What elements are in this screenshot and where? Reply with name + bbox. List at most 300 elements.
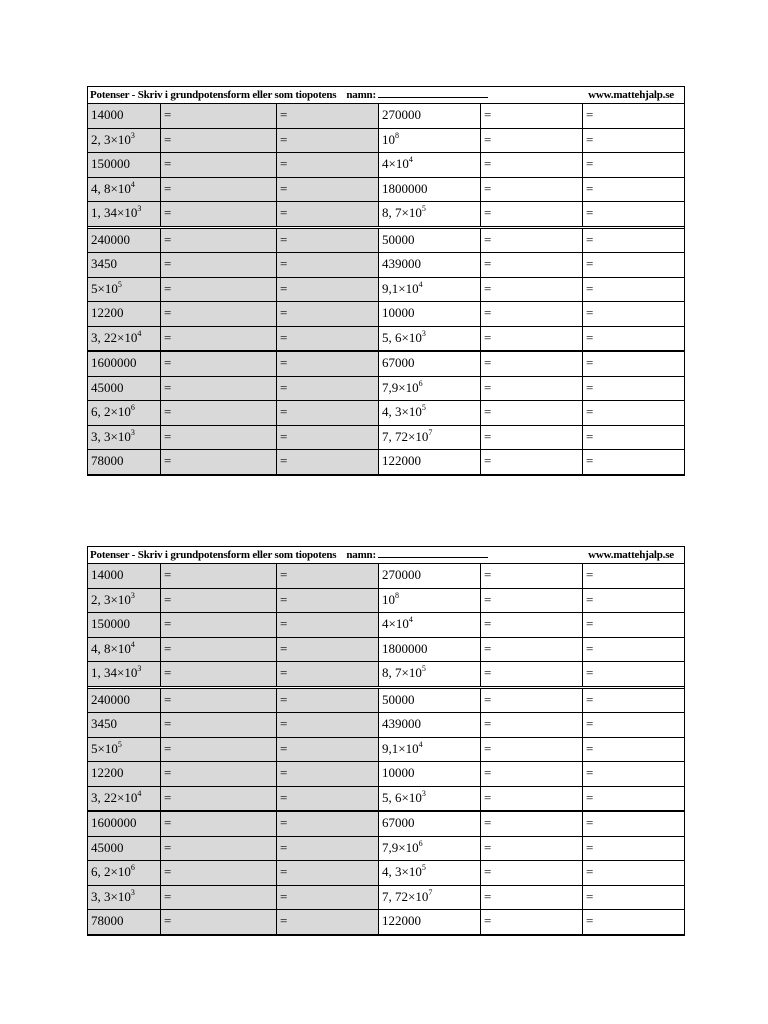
answer-cell[interactable] [481, 662, 583, 686]
left-value-cell [88, 613, 161, 637]
answer-cell[interactable] [583, 327, 684, 351]
answer-cell[interactable] [583, 861, 684, 885]
answer-cell[interactable] [583, 129, 684, 153]
right-value-base: 9,1×10 [382, 280, 419, 296]
left-value-base: 45000 [91, 379, 124, 395]
equals-sign: = [280, 180, 288, 196]
answer-cell[interactable] [481, 689, 583, 713]
right-value-exponent: 4 [418, 739, 423, 749]
answer-cell[interactable] [277, 589, 379, 613]
answer-cell[interactable] [277, 129, 379, 153]
right-value-base: 270000 [382, 107, 421, 122]
answer-cell[interactable] [161, 613, 277, 637]
answer-cell[interactable] [481, 202, 583, 226]
right-value-base: 122000 [382, 913, 421, 928]
answer-cell[interactable] [481, 302, 583, 326]
equals-sign: = [586, 789, 594, 805]
answer-cell[interactable] [583, 738, 684, 762]
right-value-cell [379, 662, 481, 686]
equals-sign: = [586, 404, 594, 419]
answer-cell[interactable] [583, 886, 684, 910]
exercise-row [88, 737, 684, 762]
equals-sign: = [280, 591, 288, 607]
right-value-base: 4, 3×10 [382, 404, 422, 419]
answer-cell[interactable] [161, 662, 277, 686]
left-value-exponent: 6 [130, 403, 135, 412]
answer-cell[interactable] [161, 104, 277, 128]
right-value-base: 67000 [382, 815, 415, 830]
name-label: namn: [346, 549, 376, 561]
equals-sign: = [484, 453, 492, 468]
right-value-cell [379, 104, 481, 128]
left-value-base: 2, 3×10 [91, 131, 131, 147]
answer-cell[interactable] [161, 738, 277, 762]
answer-cell[interactable] [481, 401, 583, 425]
exercise-row [88, 152, 684, 177]
answer-cell[interactable] [277, 638, 379, 662]
left-value-base: 6, 2×10 [91, 864, 131, 879]
right-value-base: 9,1×10 [382, 740, 419, 756]
answer-cell[interactable] [277, 104, 379, 128]
equals-sign: = [280, 280, 288, 296]
exercise-row [88, 201, 684, 226]
left-value-base: 1, 34×10 [91, 665, 138, 680]
answer-cell[interactable] [583, 713, 684, 737]
answer-cell[interactable] [583, 377, 684, 401]
answer-cell[interactable] [481, 589, 583, 613]
equals-sign: = [280, 453, 288, 468]
equals-sign: = [484, 567, 492, 582]
worksheet-header [88, 547, 684, 564]
answer-cell[interactable] [583, 426, 684, 450]
answer-cell[interactable] [277, 910, 379, 934]
equals-sign: = [586, 453, 594, 468]
left-value-cell [88, 662, 161, 686]
right-value-cell [379, 812, 481, 836]
left-value-cell [88, 278, 161, 302]
equals-sign: = [280, 567, 288, 582]
answer-cell[interactable] [481, 910, 583, 934]
equals-sign: = [586, 379, 594, 395]
answer-cell[interactable] [277, 812, 379, 836]
right-value-base: 439000 [382, 256, 421, 271]
left-value-base: 3, 3×10 [91, 428, 131, 444]
exercise-row [88, 812, 684, 836]
right-value-cell [379, 886, 481, 910]
right-value-base: 10 [382, 131, 395, 147]
exercise-row [88, 885, 684, 910]
equals-sign: = [484, 665, 492, 680]
left-value-cell [88, 450, 161, 474]
answer-cell[interactable] [161, 713, 277, 737]
equals-sign: = [280, 404, 288, 419]
answer-cell[interactable] [277, 662, 379, 686]
right-value-base: 4, 3×10 [382, 864, 422, 879]
answer-cell[interactable] [277, 613, 379, 637]
equals-sign: = [484, 716, 492, 731]
worksheet-header [88, 87, 684, 104]
equals-sign: = [280, 107, 288, 122]
equals-sign: = [280, 329, 288, 345]
answer-cell[interactable] [277, 738, 379, 762]
answer-cell[interactable] [481, 738, 583, 762]
answer-cell[interactable] [481, 178, 583, 202]
equals-sign: = [280, 913, 288, 928]
left-value-base: 45000 [91, 839, 124, 855]
right-value-base: 10 [382, 591, 395, 607]
answer-cell[interactable] [583, 662, 684, 686]
equals-sign: = [164, 640, 172, 656]
answer-cell[interactable] [583, 278, 684, 302]
answer-cell[interactable] [277, 229, 379, 253]
equals-sign: = [586, 913, 594, 928]
answer-cell[interactable] [481, 129, 583, 153]
exercise-row [88, 637, 684, 662]
left-value-base: 150000 [91, 616, 130, 631]
equals-sign: = [586, 765, 594, 780]
exercise-row [88, 326, 684, 351]
left-value-base: 4, 8×10 [91, 180, 131, 196]
left-value-cell [88, 377, 161, 401]
left-value-exponent: 6 [130, 863, 135, 872]
equals-sign: = [586, 640, 594, 656]
right-value-base: 270000 [382, 567, 421, 582]
right-value-cell [379, 377, 481, 401]
answer-cell[interactable] [481, 253, 583, 277]
equals-sign: = [586, 305, 594, 320]
equals-sign: = [164, 665, 172, 680]
exercise-row [88, 860, 684, 885]
exercise-group [88, 229, 684, 353]
left-value-exponent: 3 [130, 130, 135, 140]
equals-sign: = [164, 156, 172, 171]
left-value-base: 1600000 [91, 355, 137, 370]
equals-sign: = [586, 107, 594, 122]
left-value-cell [88, 689, 161, 713]
answer-cell[interactable] [583, 613, 684, 637]
left-value-exponent: 4 [130, 639, 135, 649]
answer-cell[interactable] [583, 689, 684, 713]
exercise-row [88, 689, 684, 713]
left-value-exponent: 3 [137, 664, 142, 673]
answer-cell[interactable] [583, 762, 684, 786]
right-value-exponent: 4 [408, 615, 413, 624]
exercise-group [88, 812, 684, 934]
answer-cell[interactable] [277, 886, 379, 910]
left-value-cell [88, 564, 161, 588]
left-value-exponent: 3 [130, 427, 135, 437]
equals-sign: = [280, 131, 288, 147]
right-value-cell [379, 450, 481, 474]
exercise-row [88, 400, 684, 425]
right-value-cell [379, 229, 481, 253]
equals-sign: = [164, 789, 172, 805]
answer-cell[interactable] [481, 812, 583, 836]
name-input-line[interactable] [378, 87, 488, 98]
equals-sign: = [164, 716, 172, 731]
answer-cell[interactable] [583, 202, 684, 226]
answer-cell[interactable] [481, 229, 583, 253]
answer-cell[interactable] [277, 153, 379, 177]
answer-cell[interactable] [161, 401, 277, 425]
equals-sign: = [164, 453, 172, 468]
exercise-row [88, 177, 684, 202]
answer-cell[interactable] [161, 837, 277, 861]
left-value-base: 4, 8×10 [91, 640, 131, 656]
right-value-base: 50000 [382, 691, 415, 707]
left-value-cell [88, 327, 161, 351]
left-value-exponent: 3 [137, 204, 142, 213]
equals-sign: = [484, 428, 492, 444]
left-value-exponent: 4 [137, 328, 142, 338]
name-input-line[interactable] [378, 547, 488, 558]
left-value-base: 3, 22×10 [91, 789, 138, 805]
equals-sign: = [164, 379, 172, 395]
right-value-exponent: 7 [428, 427, 433, 437]
answer-cell[interactable] [583, 352, 684, 376]
answer-cell[interactable] [277, 689, 379, 713]
equals-sign: = [586, 567, 594, 582]
answer-cell[interactable] [161, 377, 277, 401]
equals-sign: = [586, 231, 594, 247]
left-value-base: 12200 [91, 305, 124, 320]
exercise-row [88, 588, 684, 613]
answer-cell[interactable] [583, 229, 684, 253]
equals-sign: = [484, 616, 492, 631]
exercise-row [88, 564, 684, 588]
answer-cell[interactable] [161, 564, 277, 588]
answer-cell[interactable] [583, 401, 684, 425]
answer-cell[interactable] [161, 638, 277, 662]
answer-cell[interactable] [583, 104, 684, 128]
right-value-exponent: 5 [421, 403, 426, 412]
exercise-row [88, 128, 684, 153]
equals-sign: = [164, 205, 172, 220]
answer-cell[interactable] [277, 352, 379, 376]
answer-cell[interactable] [161, 861, 277, 885]
right-value-base: 7,9×10 [382, 839, 419, 855]
answer-cell[interactable] [277, 861, 379, 885]
equals-sign: = [280, 428, 288, 444]
answer-cell[interactable] [481, 861, 583, 885]
answer-cell[interactable] [161, 352, 277, 376]
exercise-row [88, 352, 684, 376]
answer-cell[interactable] [481, 837, 583, 861]
answer-cell[interactable] [277, 377, 379, 401]
answer-cell[interactable] [583, 178, 684, 202]
answer-cell[interactable] [481, 638, 583, 662]
left-value-base: 3, 3×10 [91, 888, 131, 904]
answer-cell[interactable] [583, 837, 684, 861]
answer-cell[interactable] [277, 401, 379, 425]
left-value-cell [88, 401, 161, 425]
equals-sign: = [586, 131, 594, 147]
answer-cell[interactable] [583, 812, 684, 836]
left-value-base: 3, 22×10 [91, 329, 138, 345]
answer-cell[interactable] [277, 787, 379, 811]
exercise-group [88, 564, 684, 689]
left-value-cell [88, 738, 161, 762]
answer-cell[interactable] [481, 278, 583, 302]
answer-cell[interactable] [481, 377, 583, 401]
answer-cell[interactable] [277, 564, 379, 588]
equals-sign: = [280, 716, 288, 731]
equals-sign: = [586, 716, 594, 731]
left-value-base: 240000 [91, 231, 130, 247]
left-value-cell [88, 638, 161, 662]
answer-cell[interactable] [481, 564, 583, 588]
answer-cell[interactable] [161, 153, 277, 177]
answer-cell[interactable] [161, 450, 277, 474]
answer-cell[interactable] [161, 202, 277, 226]
answer-cell[interactable] [277, 178, 379, 202]
answer-cell[interactable] [481, 762, 583, 786]
answer-cell[interactable] [161, 426, 277, 450]
equals-sign: = [586, 665, 594, 680]
answer-cell[interactable] [277, 426, 379, 450]
right-value-base: 10000 [382, 765, 415, 780]
right-value-base: 10000 [382, 305, 415, 320]
right-value-cell [379, 638, 481, 662]
answer-cell[interactable] [161, 762, 277, 786]
answer-cell[interactable] [161, 129, 277, 153]
equals-sign: = [484, 131, 492, 147]
answer-cell[interactable] [161, 910, 277, 934]
equals-sign: = [586, 256, 594, 271]
exercise-row [88, 661, 684, 686]
answer-cell[interactable] [161, 229, 277, 253]
answer-cell[interactable] [583, 564, 684, 588]
right-value-exponent: 6 [418, 378, 423, 388]
website-label: www.mattehjalp.se [588, 549, 674, 561]
answer-cell[interactable] [161, 253, 277, 277]
right-value-cell [379, 153, 481, 177]
equals-sign: = [280, 616, 288, 631]
equals-sign: = [164, 280, 172, 296]
left-value-cell [88, 352, 161, 376]
right-value-cell [379, 327, 481, 351]
answer-cell[interactable] [161, 812, 277, 836]
equals-sign: = [164, 256, 172, 271]
equals-sign: = [586, 156, 594, 171]
answer-cell[interactable] [583, 589, 684, 613]
answer-cell[interactable] [277, 327, 379, 351]
answer-cell[interactable] [277, 302, 379, 326]
answer-cell[interactable] [161, 589, 277, 613]
answer-cell[interactable] [277, 253, 379, 277]
right-value-base: 50000 [382, 231, 415, 247]
answer-cell[interactable] [583, 638, 684, 662]
worksheet-table [87, 86, 685, 476]
answer-cell[interactable] [583, 253, 684, 277]
answer-cell[interactable] [481, 713, 583, 737]
left-value-cell [88, 589, 161, 613]
answer-cell[interactable] [583, 302, 684, 326]
answer-cell[interactable] [277, 837, 379, 861]
right-value-cell [379, 401, 481, 425]
right-value-cell [379, 613, 481, 637]
answer-cell[interactable] [481, 886, 583, 910]
right-value-base: 5, 6×10 [382, 789, 422, 805]
exercise-row [88, 712, 684, 737]
left-value-cell [88, 787, 161, 811]
right-value-exponent: 8 [395, 130, 399, 140]
equals-sign: = [164, 888, 172, 904]
right-value-cell [379, 426, 481, 450]
right-value-base: 7, 72×10 [382, 428, 429, 444]
exercise-row [88, 252, 684, 277]
answer-cell[interactable] [161, 689, 277, 713]
answer-cell[interactable] [277, 278, 379, 302]
answer-cell[interactable] [277, 202, 379, 226]
answer-cell[interactable] [583, 450, 684, 474]
left-value-cell [88, 426, 161, 450]
exercise-row [88, 786, 684, 811]
right-value-base: 439000 [382, 716, 421, 731]
right-value-base: 7,9×10 [382, 379, 419, 395]
right-value-cell [379, 689, 481, 713]
right-value-exponent: 6 [418, 838, 423, 848]
answer-cell[interactable] [277, 762, 379, 786]
answer-cell[interactable] [481, 787, 583, 811]
answer-cell[interactable] [583, 787, 684, 811]
equals-sign: = [484, 691, 492, 707]
answer-cell[interactable] [481, 450, 583, 474]
answer-cell[interactable] [161, 302, 277, 326]
right-value-cell [379, 738, 481, 762]
equals-sign: = [484, 256, 492, 271]
answer-cell[interactable] [161, 327, 277, 351]
answer-cell[interactable] [161, 278, 277, 302]
equals-sign: = [164, 740, 172, 756]
exercise-row [88, 301, 684, 326]
equals-sign: = [280, 789, 288, 805]
answer-cell[interactable] [277, 450, 379, 474]
exercise-row [88, 612, 684, 637]
right-value-base: 8, 7×10 [382, 205, 422, 220]
exercise-row [88, 229, 684, 253]
right-value-exponent: 4 [408, 155, 413, 164]
answer-cell[interactable] [481, 352, 583, 376]
left-value-base: 6, 2×10 [91, 404, 131, 419]
answer-cell[interactable] [161, 787, 277, 811]
equals-sign: = [484, 888, 492, 904]
answer-cell[interactable] [481, 613, 583, 637]
right-value-cell [379, 278, 481, 302]
right-value-base: 7, 72×10 [382, 888, 429, 904]
answer-cell[interactable] [161, 178, 277, 202]
left-value-exponent: 4 [130, 179, 135, 189]
equals-sign: = [164, 180, 172, 196]
answer-cell[interactable] [481, 104, 583, 128]
answer-cell[interactable] [583, 153, 684, 177]
equals-sign: = [484, 839, 492, 855]
left-value-base: 3450 [91, 716, 117, 731]
answer-cell[interactable] [277, 713, 379, 737]
answer-cell[interactable] [161, 886, 277, 910]
equals-sign: = [484, 180, 492, 196]
answer-cell[interactable] [481, 426, 583, 450]
name-label: namn: [346, 89, 376, 101]
equals-sign: = [280, 815, 288, 830]
equals-sign: = [280, 665, 288, 680]
answer-cell[interactable] [481, 153, 583, 177]
equals-sign: = [280, 156, 288, 171]
answer-cell[interactable] [583, 910, 684, 934]
equals-sign: = [586, 428, 594, 444]
right-value-cell [379, 762, 481, 786]
answer-cell[interactable] [481, 327, 583, 351]
